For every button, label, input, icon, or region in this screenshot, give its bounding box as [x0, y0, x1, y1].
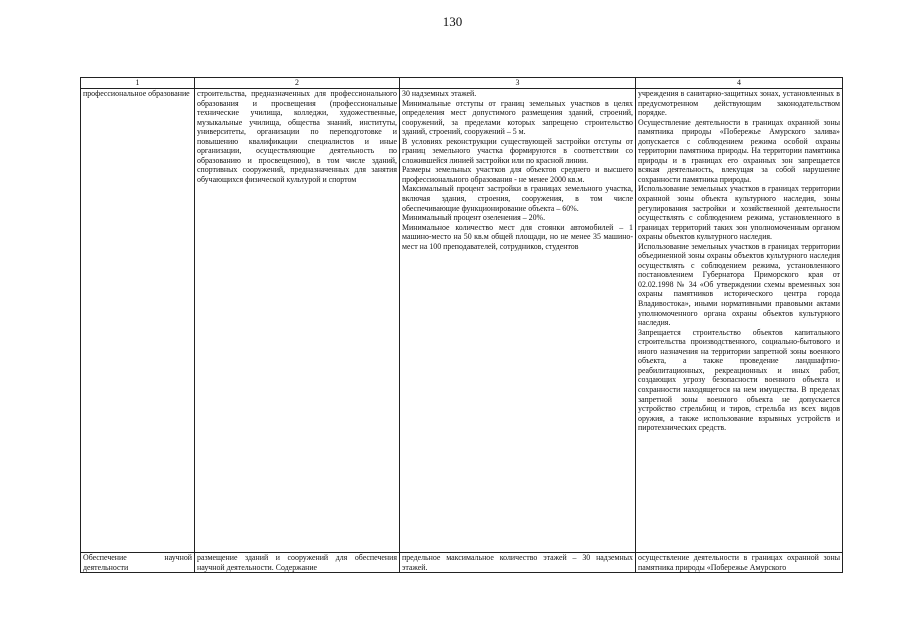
cell-paragraph: Размеры земельных участков для объектов среднего и высшего профессионального образования - не менее 2000 кв.м.: [402, 165, 633, 184]
description-cell: [195, 553, 400, 573]
cell-paragraph: 30 надземных этажей.: [402, 89, 477, 98]
cell-paragraph: предельное максимальное количество этажей – 30 надземных этажей.: [402, 553, 633, 572]
column-header: 1: [81, 78, 195, 89]
land-use-type-cell: [81, 89, 195, 553]
cell-paragraph: осуществление деятельности в границах охранной зоны памятника природы «Побережье Амурского: [638, 553, 840, 572]
cell-paragraph: Максимальный процент застройки в границах земельного участка, включая здания, строения, сооружения, в том числе обеспечивающие функционирование объекта – 60%.: [402, 184, 633, 213]
regulations-table: [80, 77, 843, 573]
cell-text: профессиональное образование: [83, 89, 190, 98]
cell-paragraph: Минимальный процент озеленения – 20%.: [402, 213, 546, 223]
description-cell: [195, 89, 400, 553]
cell-text: размещение зданий и сооружений для обеспечения научной деятельности. Содержание: [197, 553, 397, 572]
parameters-cell: [400, 89, 636, 553]
cell-paragraph: Минимальное количество мест для стоянки автомобилей – 1 машино-место на 50 кв.м общей площади, но не менее 35 машино-мест на 100 преподавателей, сотрудников, студентов: [402, 222, 633, 251]
column-header: 2: [195, 78, 400, 89]
column-header: 3: [400, 78, 636, 89]
land-use-type-cell: [81, 553, 195, 573]
cell-paragraph: Минимальные отступы от границ земельных участков в целях определения мест допустимого размещения зданий, строений, сооружений, за пределами которых запрещено строительство зданий, строений, сооружений – 5 м.: [402, 98, 633, 137]
restrictions-cell: [636, 553, 843, 573]
cell-paragraph: Использование земельных участков в границах территории охранной зоны объекта культурного наследия, зоны регулирования застройки и хозяйственной деятельности осуществлять с соблюдением режима, установленного в границах территорий таких зон уполномоченным органом охраны объектов культурного наследия.: [638, 184, 840, 242]
table-row: [81, 89, 843, 553]
cell-paragraph: Осуществление деятельности в границах охранной зоны памятника природы «Побережье Амурского залива» допускается с соблюдением режима особой охраны территории памятника природы. На территории памятника природы и в границах его охранных зон запрещается всякая деятельность, влекущая за собой нарушение сохранности памятника природы.: [638, 117, 840, 184]
parameters-cell: [400, 553, 636, 573]
table-row: [81, 553, 843, 573]
cell-paragraph: Использование земельных участков в границах территории объединенной зоны охраны объектов культурного наследия осуществлять с соблюдением режима, установленного постановлением Губернатора Приморского края от 02.02.1998 № 34 «Об утверждении схемы временных зон охраны памятников исторического центра города Владивостока», иными нормативными правовыми актами уполномоченного органа охраны объектов культурного наследия.: [638, 241, 840, 328]
cell-paragraph: Запрещается строительство объектов капитального строительства производственного, социально-бытового и иного назначения на территории запретной зоны военного объекта, а также проведение ландшафтно-реабилитационных, рекреационных и иных работ, создающих угрозу безопасности военного объекта и сохранности находящегося на нем имущества. В пределах запретной зоны военного объекта не допускается устройство стрельбищ и тиров, стрельба из всех видов оружия, а также использование взрывных устройств и пиротехнических средств.: [638, 327, 840, 433]
cell-text: Обеспечение научной деятельности: [83, 553, 192, 572]
cell-paragraph: В условиях реконструкции существующей застройки отступы от границ земельного участка формируются в соответствии со сложившейся линией застройки или по красной линии.: [402, 136, 633, 165]
cell-text: строительства, предназначенных для профессионального образования и просвещения (профессиональные технические училища, колледжи, художественные, музыкальные училища, общества знаний, институты, университеты, организации по переподготовке и повышению квалификации специалистов и иные организации, осуществляющие деятельность по образованию и просвещению), в том числе зданий, спортивных сооружений, предназначенных для занятия обучающихся физической культурой и спортом: [197, 89, 397, 184]
cell-paragraph: учреждения в санитарно-защитных зонах, установленных в предусмотренном действующим законодательством порядке.: [638, 89, 840, 118]
page-number: 130: [442, 14, 463, 29]
column-header: 4: [636, 78, 843, 89]
restrictions-cell: [636, 89, 843, 553]
table-header-row: [81, 78, 843, 89]
